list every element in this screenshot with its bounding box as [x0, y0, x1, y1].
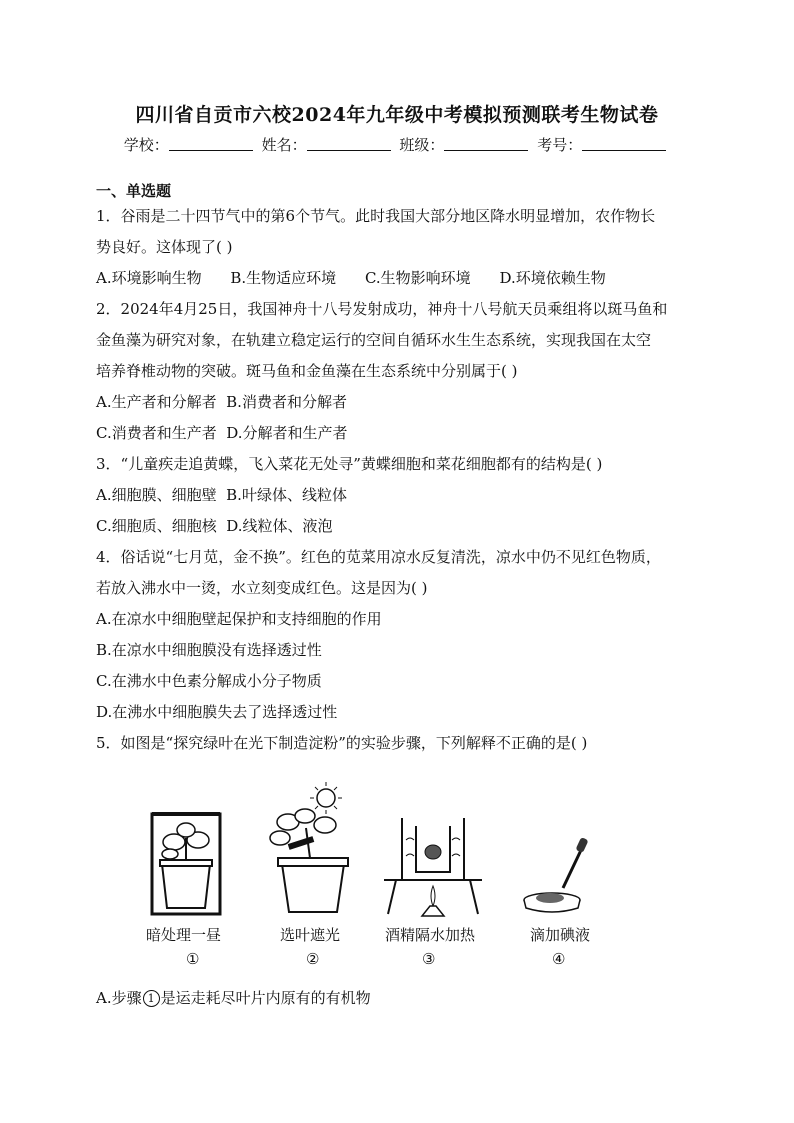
number-label: 考号： — [537, 136, 583, 154]
q5-option-a-text: 是运走耗尽叶片内原有的有机物 — [160, 989, 371, 1007]
q4-option-d[interactable]: D.在沸水中细胞膜失去了选择透过性 — [96, 703, 338, 721]
step2-number: ② — [306, 950, 320, 968]
q2-option-b[interactable]: B.消费者和分解者 — [226, 393, 347, 411]
q3-option-a[interactable]: A.细胞膜、细胞壁 — [96, 486, 217, 504]
name-blank[interactable] — [307, 138, 391, 151]
q5-option-a[interactable] — [96, 988, 371, 1008]
q5-line1: 5．如图是“探究绿叶在光下制造淀粉”的实验步骤，下列解释不正确的是( ) — [96, 734, 588, 752]
q1-options — [96, 268, 630, 288]
q1-option-c[interactable]: C.生物影响环境 — [364, 269, 471, 287]
step1-caption: 暗处理一昼 — [146, 926, 222, 944]
water-bath-icon — [384, 818, 482, 916]
experiment-steps-illustration — [130, 780, 650, 920]
q2-line2: 金鱼藻为研究对象，在轨建立稳定运行的空间自循环水生生态系统，实现我国在太空 — [96, 331, 652, 349]
q5-option-a-prefix: A.步骤 — [96, 989, 142, 1007]
exam-title: 四川省自贡市六校2024年九年级中考模拟预测联考生物试卷 — [135, 104, 659, 126]
q2-option-a[interactable]: A.生产者和分解者 — [96, 393, 217, 411]
experiment-figure — [130, 780, 650, 970]
q2-line3: 培养脊椎动物的突破。斑马鱼和金鱼藻在生态系统中分别属于( ) — [96, 362, 518, 380]
class-label: 班级： — [399, 136, 445, 154]
q3-option-c[interactable]: C.细胞质、细胞核 — [96, 517, 217, 535]
q2-line1: 2．2024年4月25日，我国神舟十八号发射成功，神舟十八号航天员乘组将以斑马鱼和 — [96, 300, 668, 318]
q4-line2: 若放入沸水中一烫，水立刻变成红色。这是因为( ) — [96, 579, 428, 597]
iodine-dropper-icon — [524, 837, 589, 912]
q1-option-b[interactable]: B.生物适应环境 — [230, 269, 337, 287]
step4-number: ④ — [552, 950, 566, 968]
dark-box-plant-icon — [152, 814, 220, 914]
name-label: 姓名： — [261, 136, 307, 154]
number-blank[interactable] — [582, 138, 666, 151]
sun-plant-icon — [270, 782, 348, 912]
step3-number: ③ — [422, 950, 436, 968]
q4-option-c[interactable]: C.在沸水中色素分解成小分子物质 — [96, 672, 322, 690]
q4-option-a[interactable]: A.在凉水中细胞壁起保护和支持细胞的作用 — [96, 610, 382, 628]
q4-line1: 4．俗话说“七月苋，金不换”。红色的苋菜用凉水反复清洗，凉水中仍不见红色物质， — [96, 548, 661, 566]
student-info-line — [0, 134, 794, 155]
step1-number: ① — [186, 950, 200, 968]
q2-options-row1 — [96, 392, 347, 412]
school-label: 学校： — [123, 136, 169, 154]
q1-option-a[interactable]: A.环境影响生物 — [96, 269, 202, 287]
section-title: 一、单选题 — [96, 182, 172, 200]
q3-line1: 3．“儿童疾走追黄蝶，飞入菜花无处寻”黄蝶细胞和菜花细胞都有的结构是( ) — [96, 455, 603, 473]
step3-caption: 酒精隔水加热 — [385, 926, 476, 944]
q3-option-d[interactable]: D.线粒体、液泡 — [226, 517, 333, 535]
q2-options-row2 — [96, 423, 348, 443]
q2-option-c[interactable]: C.消费者和生产者 — [96, 424, 217, 442]
q1-line1: 1．谷雨是二十四节气中的第6个节气。此时我国大部分地区降水明显增加，农作物长 — [96, 207, 656, 225]
class-blank[interactable] — [444, 138, 528, 151]
q1-option-d[interactable]: D.环境依赖生物 — [499, 269, 606, 287]
q3-options-row1 — [96, 485, 347, 505]
q3-option-b[interactable]: B.叶绿体、线粒体 — [226, 486, 347, 504]
step4-caption: 滴加碘液 — [530, 926, 591, 944]
q4-option-b[interactable]: B.在凉水中细胞膜没有选择透过性 — [96, 641, 322, 659]
q2-option-d[interactable]: D.分解者和生产者 — [226, 424, 348, 442]
q3-options-row2 — [96, 516, 333, 536]
q1-line2: 势良好。这体现了( ) — [96, 238, 233, 256]
step-circled-number: 1 — [143, 990, 160, 1007]
step2-caption: 选叶遮光 — [280, 926, 341, 944]
school-blank[interactable] — [169, 138, 253, 151]
